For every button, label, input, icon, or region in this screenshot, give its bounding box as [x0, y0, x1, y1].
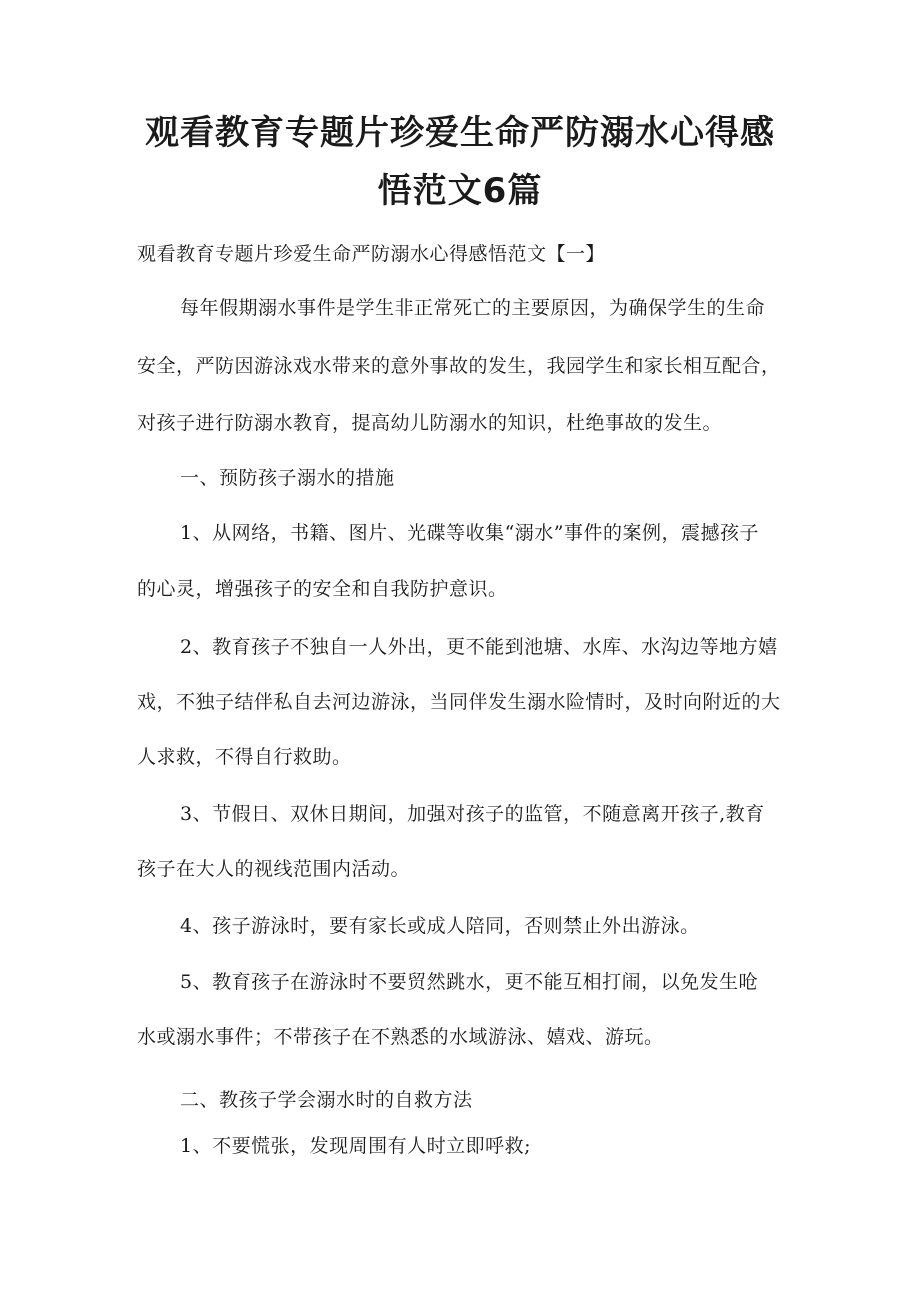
subheading-self-rescue: 二、教孩子学会溺水时的自救方法	[180, 1089, 473, 1111]
list-item-continuation: 孩子在大人的视线范围内活动。	[137, 858, 411, 880]
list-item-continuation: 戏，不独子结伴私自去河边游泳，当同伴发生溺水险情时，及时向附近的大	[137, 691, 781, 713]
document-title-line-2: 悟范文6篇	[377, 171, 543, 211]
list-item: 2、教育孩子不独自一人外出，更不能到池塘、水库、水沟边等地方嬉	[180, 636, 778, 658]
list-item-continuation: 水或溺水事件；不带孩子在不熟悉的水域游泳、嬉戏、游玩。	[137, 1026, 664, 1048]
section-heading: 观看教育专题片珍爱生命严防溺水心得感悟范文【一】	[137, 243, 606, 265]
list-item-continuation: 的心灵，增强孩子的安全和自我防护意识。	[137, 578, 508, 600]
list-item: 1、不要慌张，发现周围有人时立即呼救;	[180, 1135, 531, 1157]
document-title-line-1: 观看教育专题片珍爱生命严防溺水心得感	[145, 113, 775, 153]
paragraph-line: 对孩子进行防溺水教育，提高幼儿防溺水的知识，杜绝事故的发生。	[137, 412, 723, 434]
paragraph-line: 每年假期溺水事件是学生非正常死亡的主要原因，为确保学生的生命	[180, 297, 766, 319]
list-item: 1、从网络，书籍、图片、光碟等收集“溺水”事件的案例，震撼孩子	[180, 522, 760, 544]
list-item: 3、节假日、双休日期间，加强对孩子的监管，不随意离开孩子,教育	[180, 803, 765, 825]
list-item: 5、教育孩子在游泳时不要贸然跳水，更不能互相打闹，以免发生呛	[180, 971, 759, 993]
paragraph-line: 安全，严防因游泳戏水带来的意外事故的发生，我园学生和家长相互配合，	[137, 355, 781, 377]
list-item: 4、孩子游泳时，要有家长或成人陪同，否则禁止外出游泳。	[180, 915, 700, 937]
list-item-continuation: 人求救，不得自行救助。	[137, 746, 352, 768]
subheading-prevention-measures: 一、预防孩子溺水的措施	[180, 467, 395, 489]
